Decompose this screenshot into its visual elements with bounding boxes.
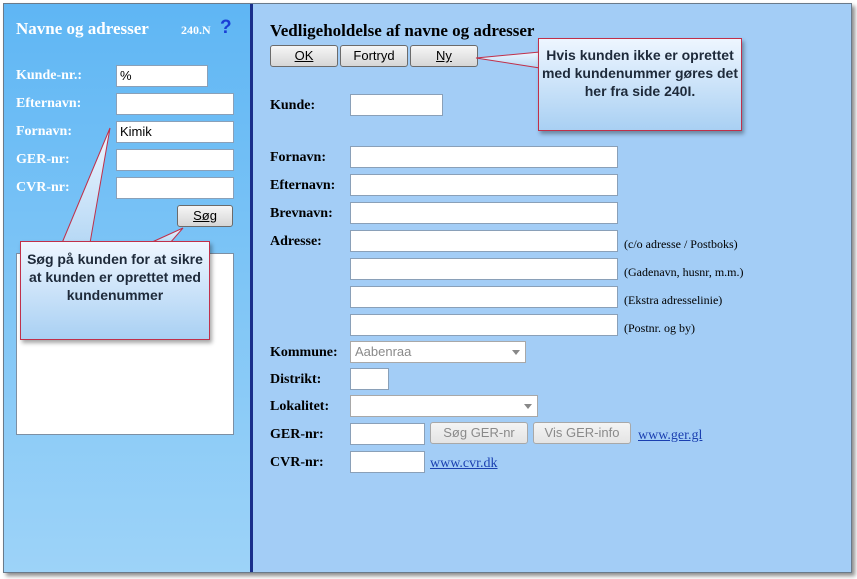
- kommune-value: Aabenraa: [355, 344, 412, 359]
- cancel-button[interactable]: Fortryd: [340, 45, 408, 67]
- adresse-label: Adresse:: [270, 234, 322, 249]
- address-hint-3: (Ekstra adresselinie): [624, 293, 723, 307]
- ger-link[interactable]: www.ger.gl: [638, 428, 703, 443]
- edit-panel-title: Vedligeholdelse af navne og adresser: [270, 21, 535, 40]
- kunde-nr-input[interactable]: %: [116, 65, 208, 87]
- address-hint-1: (c/o adresse / Postboks): [624, 237, 738, 251]
- cvr-nr-label: CVR-nr:: [270, 455, 324, 470]
- ger-search-button[interactable]: Søg GER-nr: [430, 422, 528, 444]
- new-button[interactable]: Ny: [410, 45, 478, 67]
- page-code: 240.N: [181, 23, 211, 37]
- search-tip-callout: Søg på kunden for at sikre at kunden er oprettet med kundenummer: [20, 241, 210, 340]
- ger-info-button[interactable]: Vis GER-info: [533, 422, 631, 444]
- address-hint-2: (Gadenavn, husnr, m.m.): [624, 265, 744, 279]
- kunde-label: Kunde:: [270, 98, 316, 113]
- kunde-nr-label: Kunde-nr.:: [16, 68, 83, 83]
- ger-nr-label: GER-nr:: [270, 427, 324, 442]
- fornavn-label: Fornavn:: [16, 124, 72, 139]
- efternavn-label: Efternavn:: [270, 178, 336, 193]
- cvr-link[interactable]: www.cvr.dk: [430, 456, 498, 471]
- search-panel-title: Navne og adresser: [16, 19, 149, 38]
- new-tip-callout: Hvis kunden ikke er oprettet med kundenummer gøres det her fra side 240I.: [538, 38, 742, 131]
- fornavn-input[interactable]: Kimik: [116, 121, 234, 143]
- lokalitet-label: Lokalitet:: [270, 399, 330, 414]
- brevnavn-label: Brevnavn:: [270, 206, 333, 221]
- kommune-label: Kommune:: [270, 345, 338, 360]
- new-tip-tail: [476, 52, 540, 68]
- address-hint-4: (Postnr. og by): [624, 321, 696, 335]
- search-button[interactable]: Søg: [177, 205, 233, 227]
- fornavn-label: Fornavn:: [270, 150, 326, 165]
- search-tip-tail: [62, 128, 110, 243]
- efternavn-label: Efternavn:: [16, 96, 82, 111]
- help-icon[interactable]: ?: [220, 17, 232, 38]
- distrikt-label: Distrikt:: [270, 372, 322, 387]
- ger-nr-label: GER-nr:: [16, 152, 70, 167]
- ok-button[interactable]: OK: [270, 45, 338, 67]
- cvr-nr-label: CVR-nr:: [16, 180, 70, 195]
